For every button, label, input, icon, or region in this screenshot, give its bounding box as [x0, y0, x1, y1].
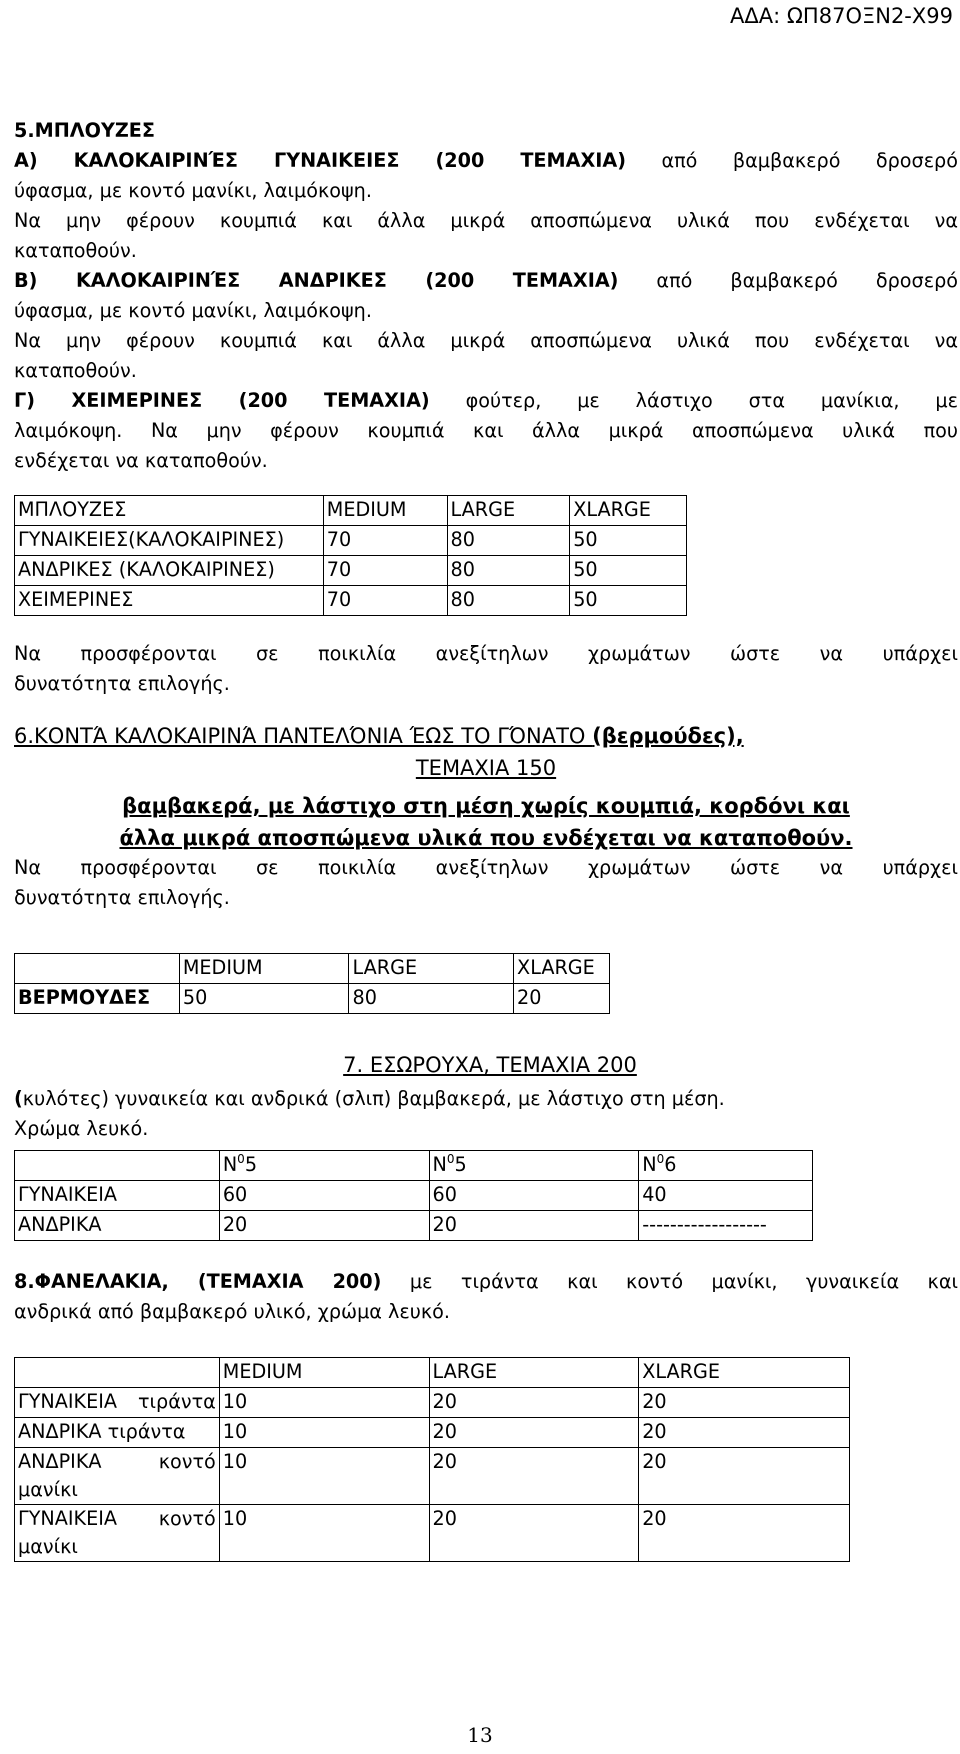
table-cell: 20 [639, 1388, 850, 1418]
size-label: Ν [222, 1153, 238, 1176]
table-header-cell [15, 954, 180, 984]
table-row [15, 1505, 850, 1562]
size-value: 5 [244, 1153, 258, 1176]
sec5-c-heading: Γ) ΧΕΙΜΕΡΙΝΕΣ (200 ΤΕΜΑΧΙΑ) [14, 389, 430, 412]
table-header-row [15, 954, 610, 984]
table-header-cell: XLARGE [639, 1358, 850, 1388]
table-header-row [15, 1358, 850, 1388]
table-cell: 80 [447, 526, 570, 556]
table-row [15, 556, 687, 586]
table-cell: 80 [447, 586, 570, 616]
blouses-table [14, 495, 687, 616]
sec5-b-line3: Να μην φέρουν κουμπιά και άλλα μικρά αποσπώμενα υλικά που ενδέχεται να [14, 329, 958, 352]
table-cell: 10 [219, 1505, 429, 1562]
table-header-cell: ΜΠΛΟΥΖΕΣ [15, 496, 324, 526]
table-cell: 10 [219, 1388, 429, 1418]
table-cell: 40 [639, 1181, 813, 1211]
sec5-c-text: φούτερ, με λάστιχο στα μανίκια, με [429, 389, 958, 412]
table-cell: 50 [570, 586, 687, 616]
size-value: 5 [454, 1153, 467, 1176]
table-cell: 20 [429, 1388, 639, 1418]
table-row [15, 1211, 813, 1241]
table-header-cell: MEDIUM [323, 496, 447, 526]
table-cell: 10 [219, 1418, 429, 1448]
table-cell: ΑΝΔΡΙΚΑ τιράντα [15, 1418, 220, 1448]
table-row [15, 1181, 813, 1211]
sec6-title-text: 6.ΚΟΝΤΆ ΚΑΛΟΚΑΙΡΙΝΆ ΠΑΝΤΕΛΌΝΙΑ ΈΩΣ ΤΟ ΓΌΝΑΤΟ [14, 724, 593, 748]
table-cell: ΓΥΝΑΙΚΕΙΑ [15, 1181, 220, 1211]
sec5-a-text: από βαμβακερό δροσερό [626, 149, 958, 172]
sec5-a-line1 [14, 146, 958, 176]
sec6-desc-line1: βαμβακερά, με λάστιχο στη μέση χωρίς κουμπιά, κορδόνι και [122, 794, 850, 818]
table-row [15, 526, 687, 556]
table-header-row [15, 1151, 813, 1181]
section-5-title: 5.ΜΠΛΟΥΖΕΣ [14, 119, 155, 142]
table-row [15, 984, 610, 1014]
sec5-colors-line2: δυνατότητα επιλογής. [14, 672, 230, 695]
sec5-b-line4: καταποθούν. [14, 359, 137, 382]
table-header-cell [429, 1151, 639, 1181]
table-row [15, 1388, 850, 1418]
sec8-line1 [14, 1267, 958, 1297]
table-cell: 20 [639, 1418, 850, 1448]
sec6-desc-line2: άλλα μικρά αποσπώμενα υλικά που ενδέχεται να καταποθούν. [119, 826, 853, 850]
sec5-a-line2: ύφασμα, με κοντό μανίκι, λαιμόκοψη. [14, 179, 372, 202]
table-header-cell: XLARGE [570, 496, 687, 526]
sec8-text: με τιράντα και κοντό μανίκι, γυναικεία και [381, 1270, 959, 1293]
table-header-cell: XLARGE [514, 954, 610, 984]
section-7-title: 7. ΕΣΩΡΟΥΧΑ, ΤΕΜΑΧΙΑ 200 [343, 1053, 637, 1077]
size-sup: 0 [237, 1152, 245, 1166]
table-cell: ΧΕΙΜΕΡΙΝΕΣ [15, 586, 324, 616]
document-body [14, 116, 958, 1562]
table-header-cell: LARGE [349, 954, 514, 984]
sec8-line2: ανδρικά από βαμβακερό υλικό, χρώμα λευκό. [14, 1300, 451, 1323]
table-cell: ΓΥΝΑΙΚΕΙΑ κοντό μανίκι [15, 1505, 220, 1562]
sec5-a-line4: καταποθούν. [14, 239, 137, 262]
size-sup: 0 [656, 1152, 665, 1166]
size-label: Ν [432, 1153, 447, 1176]
table-row [15, 1418, 850, 1448]
table-cell: 20 [514, 984, 610, 1014]
table-header-cell: MEDIUM [179, 954, 349, 984]
section-8-title: 8.ΦΑΝΕΛΑΚΙΑ, (ΤΕΜΑΧΙΑ 200) [14, 1270, 382, 1293]
table-cell: 20 [639, 1505, 850, 1562]
size-value: 6 [664, 1153, 677, 1176]
sec6-title-bold: (βερμούδες), [592, 724, 744, 748]
table-row [15, 586, 687, 616]
table-cell: 10 [219, 1448, 429, 1505]
size-label: Ν [642, 1153, 657, 1176]
table-header-cell: LARGE [429, 1358, 639, 1388]
table-cell: 20 [429, 1505, 639, 1562]
table-header-cell [15, 1358, 220, 1388]
size-sup: 0 [446, 1152, 455, 1166]
table-cell: ΓΥΝΑΙΚΕΙΑ τιράντα [15, 1388, 220, 1418]
sec6-quantity-line [14, 753, 958, 783]
sec5-b-heading: Β) ΚΑΛΟΚΑΙΡΙΝΈΣ ΑΝΔΡΙΚΕΣ (200 ΤΕΜΑΧΙΑ) [14, 269, 619, 292]
table-header-cell [15, 1151, 220, 1181]
table-cell: 50 [179, 984, 349, 1014]
table-row [15, 1448, 850, 1505]
sec5-a-line3: Να μην φέρουν κουμπιά και άλλα μικρά αποσπώμενα υλικά που ενδέχεται να [14, 209, 958, 232]
page-number: 13 [467, 1723, 493, 1747]
table-cell: 60 [219, 1181, 429, 1211]
section-6-title [14, 721, 958, 751]
table-cell: 20 [429, 1211, 639, 1241]
table-cell: 20 [639, 1448, 850, 1505]
table-cell: 50 [570, 526, 687, 556]
sec5-b-line1 [14, 266, 958, 296]
sec6-colors-line1: Να προσφέρονται σε ποικιλία ανεξίτηλων χρωμάτων ώστε να υπάρχει [14, 856, 958, 879]
sec5-b-text: από βαμβακερό δροσερό [618, 269, 958, 292]
ada-code: ΑΔΑ: ΩΠ87ΟΞΝ2-Χ99 [730, 4, 953, 28]
sec6-quantity: ΤΕΜΑΧΙΑ 150 [415, 756, 557, 780]
table-cell: 20 [429, 1448, 639, 1505]
sec7-line2: Χρώμα λευκό. [14, 1117, 149, 1140]
table-cell: 20 [219, 1211, 429, 1241]
section-6-heading [14, 721, 958, 853]
sec7-paren: ( [14, 1087, 23, 1110]
table-header-cell [639, 1151, 813, 1181]
table-cell: 70 [323, 556, 447, 586]
table-cell: ΑΝΔΡΙΚΑ κοντό μανίκι [15, 1448, 220, 1505]
undershirts-table [14, 1357, 850, 1562]
table-cell: ΑΝΔΡΙΚΑ [15, 1211, 220, 1241]
sec5-c-line2: λαιμόκοψη. Να μην φέρουν κουμπιά και άλλα μικρά αποσπώμενα υλικά που [14, 419, 958, 442]
table-cell: 50 [570, 556, 687, 586]
table-cell: ΓΥΝΑΙΚΕΙΕΣ(ΚΑΛΟΚΑΙΡΙΝΕΣ) [15, 526, 324, 556]
table-cell: 60 [429, 1181, 639, 1211]
table-cell: ΑΝΔΡΙΚΕΣ (ΚΑΛΟΚΑΙΡΙΝΕΣ) [15, 556, 324, 586]
table-header-cell: LARGE [447, 496, 570, 526]
table-cell: 80 [447, 556, 570, 586]
table-cell: 70 [323, 586, 447, 616]
table-header-row [15, 496, 687, 526]
sec7-text: κυλότες) γυναικεία και ανδρικά (σλιπ) βαμβακερά, με λάστιχο στη μέση. [22, 1087, 725, 1110]
table-header-cell: MEDIUM [219, 1358, 429, 1388]
table-header-cell [219, 1151, 429, 1181]
bermudas-table [14, 953, 610, 1014]
table-cell: ------------------ [639, 1211, 813, 1241]
table-cell: 80 [349, 984, 514, 1014]
sec5-c-line1 [14, 386, 958, 416]
sec7-line1 [14, 1084, 958, 1114]
sec5-a-heading: Α) ΚΑΛΟΚΑΙΡΙΝΈΣ ΓΥΝΑΙΚΕΙΕΣ (200 ΤΕΜΑΧΙΑ) [14, 149, 627, 172]
sec6-colors-line2: δυνατότητα επιλογής. [14, 886, 230, 909]
sec5-c-line3: ενδέχεται να καταποθούν. [14, 449, 268, 472]
table-cell: ΒΕΡΜΟΥΔΕΣ [15, 984, 180, 1014]
sec5-b-line2: ύφασμα, με κοντό μανίκι, λαιμόκοψη. [14, 299, 372, 322]
sec5-colors-line1: Να προσφέρονται σε ποικιλία ανεξίτηλων χρωμάτων ώστε να υπάρχει [14, 642, 958, 665]
table-cell: 20 [429, 1418, 639, 1448]
underwear-table [14, 1150, 813, 1241]
table-cell: 70 [323, 526, 447, 556]
